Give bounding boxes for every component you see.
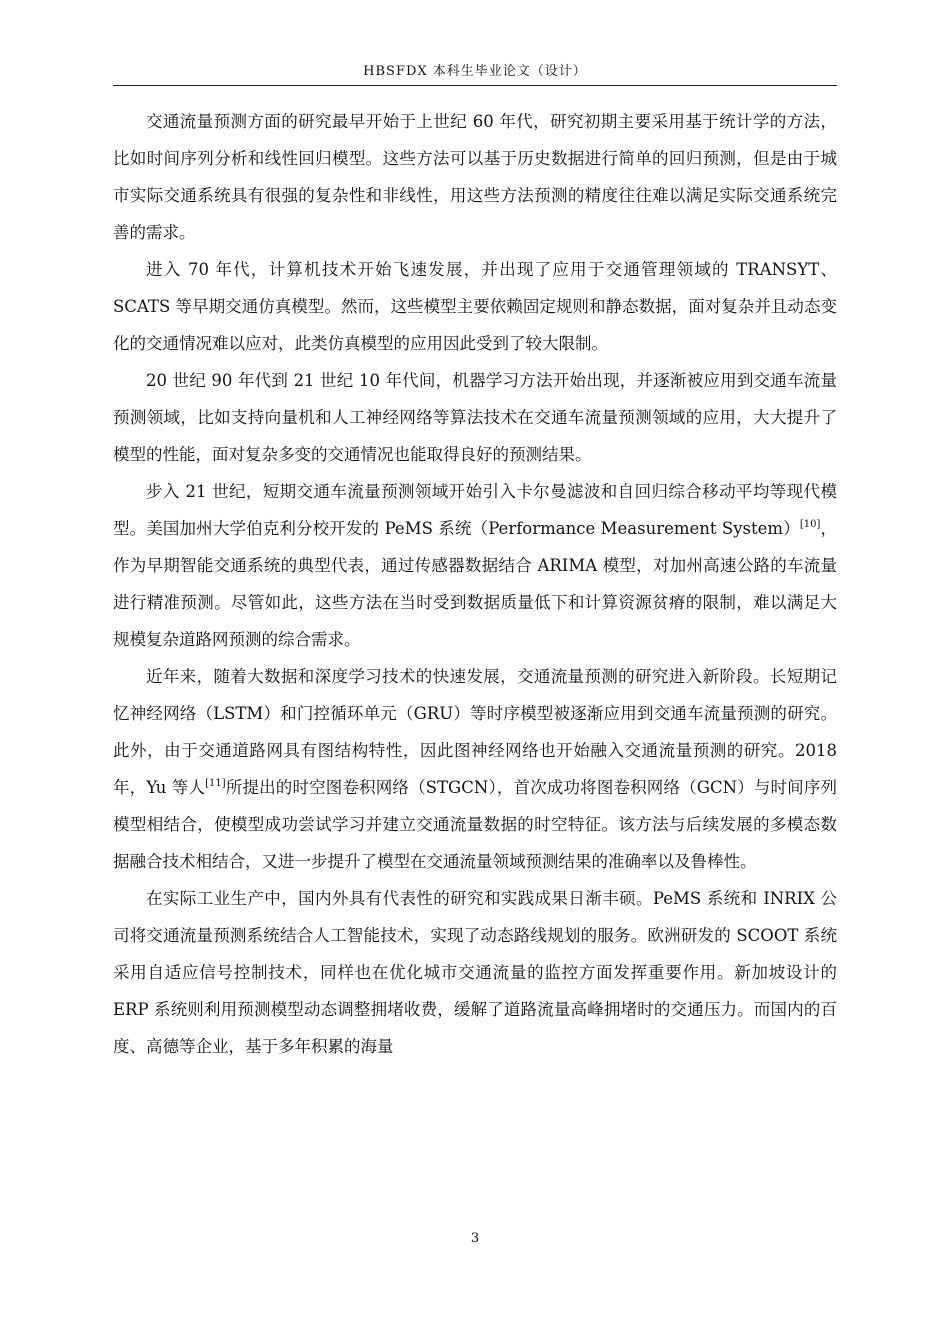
body-text [113,103,837,1065]
citation-10: [10] [799,519,821,530]
paragraph-4-part-a: 步入 21 世纪，短期交通车流量预测领域开始引入卡尔曼滤波和自回归综合移动平均等现代模型。美国加州大学伯克利分校开发的 PeMS 系统（Performance Measurement System） [113,482,837,538]
paragraph-4-part-b: ，作为早期智能交通系统的典型代表，通过传感器数据结合 ARIMA 模型，对加州高速公路的车流量进行精准预测。尽管如此，这些方法在当时受到数据质量低下和计算资源贫瘠的限制，难以满足大规模复杂道路网预测的综合需求。 [113,519,838,649]
page-number: 3 [470,1231,480,1246]
paragraph-5-part-b: 所提出的时空图卷积网络（STGCN），首次成功将图卷积网络（GCN）与时间序列模型相结合，使模型成功尝试学习并建立交通流量数据的时空特征。该方法与后续发展的多模态数据融合技术相结合，又进一步提升了模型在交通流量领域预测结果的准确率以及鲁棒性。 [113,778,837,871]
paragraph-3: 20 世纪 90 年代到 21 世纪 10 年代间，机器学习方法开始出现，并逐渐被应用到交通车流量预测领域，比如支持向量机和人工神经网络等算法技术在交通车流量预测领域的应用，大大提升了模型的性能，面对复杂多变的交通情况也能取得良好的预测结果。 [113,371,837,464]
paragraph-6: 在实际工业生产中，国内外具有代表性的研究和实践成果日渐丰硕。PeMS 系统和 INRIX 公司将交通流量预测系统结合人工智能技术，实现了动态路线规划的服务。欧洲研发的 SCOOT 系统采用自适应信号控制技术，同样也在优化城市交通流量的监控方面发挥重要作用。新加坡设计的 ERP 系统则利用预测模型动态调整拥堵收费，缓解了道路流量高峰拥堵时的交通压力。而国内的百度、高德等企业，基于多年积累的海量 [113,889,837,1056]
page-header [113,60,837,86]
header-title: HBSFDX 本科生毕业论文（设计） [363,64,587,79]
paragraph-4 [113,473,837,658]
paragraph-5 [113,658,837,880]
paragraph-2: 进入 70 年代，计算机技术开始飞速发展，并出现了应用于交通管理领域的 TRANSYT、SCATS 等早期交通仿真模型。然而，这些模型主要依赖固定规则和静态数据，面对复杂并且动态变化的交通情况难以应对，此类仿真模型的应用因此受到了较大限制。 [113,260,837,353]
paragraph-1: 交通流量预测方面的研究最早开始于上世纪 60 年代，研究初期主要采用基于统计学的方法，比如时间序列分析和线性回归模型。这些方法可以基于历史数据进行简单的回归预测，但是由于城市实际交通系统具有很强的复杂性和非线性，用这些方法预测的精度往往难以满足实际交通系统完善的需求。 [113,112,837,242]
citation-11: [11] [205,778,226,789]
paragraph-5-part-a: 近年来，随着大数据和深度学习技术的快速发展，交通流量预测的研究进入新阶段。长短期记忆神经网络（LSTM）和门控循环单元（GRU）等时序模型被逐渐应用到交通车流量预测的研究。此外，由于交通道路网具有图结构特性，因此图神经网络也开始融入交通流量预测的研究。2018 年，Yu 等人 [113,667,837,797]
